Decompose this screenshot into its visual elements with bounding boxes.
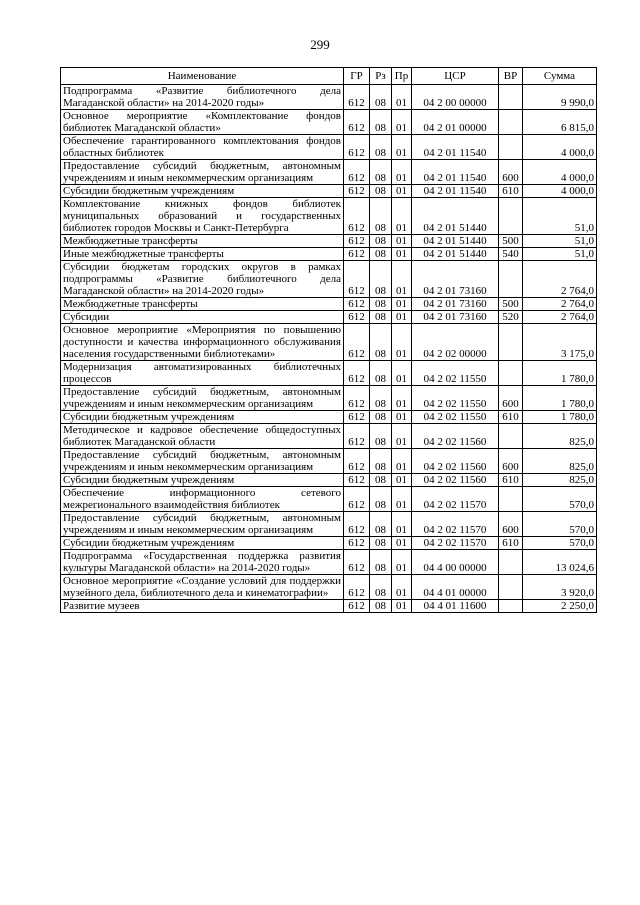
row-rz-cell: 08 [370, 550, 392, 575]
row-sum-cell: 2 764,0 [523, 311, 597, 324]
row-gr-cell: 612 [344, 512, 370, 537]
row-csr-cell: 04 2 02 11560 [412, 424, 499, 449]
row-rz-cell: 08 [370, 512, 392, 537]
row-vr-cell: 600 [499, 160, 523, 185]
row-name-cell: Субсидии бюджетным учреждениям [61, 474, 344, 487]
row-name-cell: Методическое и кадровое обеспечение общедоступных библиотек Магаданской области [61, 424, 344, 449]
table-row [61, 487, 597, 512]
row-vr-cell: 610 [499, 537, 523, 550]
row-pr-cell: 01 [392, 298, 412, 311]
row-pr-cell: 01 [392, 235, 412, 248]
row-csr-cell: 04 2 01 51440 [412, 235, 499, 248]
row-csr-cell: 04 2 02 11570 [412, 537, 499, 550]
row-csr-cell: 04 2 01 73160 [412, 261, 499, 298]
row-vr-cell [499, 198, 523, 235]
table-row [61, 110, 597, 135]
table-row [61, 261, 597, 298]
row-sum-cell: 9 990,0 [523, 85, 597, 110]
column-header-pr: Пр [392, 68, 412, 85]
row-name-cell: Предоставление субсидий бюджетным, автономным учреждениям и иным некоммерческим организациям [61, 160, 344, 185]
row-vr-cell: 540 [499, 248, 523, 261]
row-name-cell: Подпрограмма «Государственная поддержка развития культуры Магаданской области» на 2014-2020 годы» [61, 550, 344, 575]
row-pr-cell: 01 [392, 324, 412, 361]
column-header-sum: Сумма [523, 68, 597, 85]
row-name-cell: Субсидии бюджетным учреждениям [61, 411, 344, 424]
table-header-row [61, 68, 597, 85]
row-sum-cell: 6 815,0 [523, 110, 597, 135]
budget-table [60, 67, 597, 613]
row-vr-cell [499, 135, 523, 160]
row-gr-cell: 612 [344, 110, 370, 135]
row-vr-cell [499, 110, 523, 135]
row-gr-cell: 612 [344, 487, 370, 512]
page-number: 299 [310, 37, 330, 52]
row-rz-cell: 08 [370, 324, 392, 361]
row-vr-cell [499, 487, 523, 512]
row-name-cell: Предоставление субсидий бюджетным, автономным учреждениям и иным некоммерческим организациям [61, 512, 344, 537]
row-rz-cell: 08 [370, 537, 392, 550]
table-row [61, 550, 597, 575]
row-pr-cell: 01 [392, 110, 412, 135]
row-vr-cell: 520 [499, 311, 523, 324]
table-row [61, 135, 597, 160]
row-vr-cell [499, 324, 523, 361]
row-sum-cell: 825,0 [523, 424, 597, 449]
row-vr-cell: 610 [499, 474, 523, 487]
row-csr-cell: 04 2 01 11540 [412, 160, 499, 185]
table-row [61, 537, 597, 550]
row-rz-cell: 08 [370, 135, 392, 160]
table-row [61, 298, 597, 311]
row-gr-cell: 612 [344, 185, 370, 198]
row-gr-cell: 612 [344, 449, 370, 474]
row-gr-cell: 612 [344, 248, 370, 261]
row-pr-cell: 01 [392, 135, 412, 160]
row-rz-cell: 08 [370, 185, 392, 198]
table-row [61, 575, 597, 600]
table-row [61, 424, 597, 449]
row-pr-cell: 01 [392, 411, 412, 424]
row-pr-cell: 01 [392, 550, 412, 575]
row-sum-cell: 51,0 [523, 248, 597, 261]
row-csr-cell: 04 4 01 00000 [412, 575, 499, 600]
row-sum-cell: 2 764,0 [523, 298, 597, 311]
row-sum-cell: 570,0 [523, 512, 597, 537]
row-gr-cell: 612 [344, 575, 370, 600]
row-pr-cell: 01 [392, 160, 412, 185]
row-name-cell: Обеспечение информационного сетевого межрегионального взаимодействия библиотек [61, 487, 344, 512]
row-gr-cell: 612 [344, 298, 370, 311]
row-gr-cell: 612 [344, 361, 370, 386]
row-sum-cell: 825,0 [523, 449, 597, 474]
row-pr-cell: 01 [392, 261, 412, 298]
row-name-cell: Предоставление субсидий бюджетным, автономным учреждениям и иным некоммерческим организациям [61, 386, 344, 411]
row-rz-cell: 08 [370, 424, 392, 449]
row-gr-cell: 612 [344, 600, 370, 613]
row-gr-cell: 612 [344, 198, 370, 235]
row-gr-cell: 612 [344, 85, 370, 110]
row-rz-cell: 08 [370, 198, 392, 235]
table-row [61, 386, 597, 411]
table-row [61, 160, 597, 185]
row-sum-cell: 3 920,0 [523, 575, 597, 600]
row-gr-cell: 612 [344, 474, 370, 487]
row-gr-cell: 612 [344, 160, 370, 185]
row-gr-cell: 612 [344, 261, 370, 298]
row-pr-cell: 01 [392, 449, 412, 474]
row-csr-cell: 04 2 02 11550 [412, 386, 499, 411]
column-header-csr: ЦСР [412, 68, 499, 85]
row-name-cell: Субсидии бюджетным учреждениям [61, 537, 344, 550]
row-rz-cell: 08 [370, 248, 392, 261]
row-name-cell: Межбюджетные трансферты [61, 298, 344, 311]
row-pr-cell: 01 [392, 361, 412, 386]
row-rz-cell: 08 [370, 449, 392, 474]
row-pr-cell: 01 [392, 424, 412, 449]
row-csr-cell: 04 2 01 11540 [412, 135, 499, 160]
row-csr-cell: 04 2 01 00000 [412, 110, 499, 135]
row-vr-cell [499, 361, 523, 386]
row-pr-cell: 01 [392, 512, 412, 537]
row-vr-cell: 500 [499, 298, 523, 311]
row-pr-cell: 01 [392, 537, 412, 550]
table-row [61, 198, 597, 235]
row-csr-cell: 04 2 01 51440 [412, 248, 499, 261]
row-csr-cell: 04 2 02 11570 [412, 487, 499, 512]
table-row [61, 449, 597, 474]
column-header-gr: ГР [344, 68, 370, 85]
row-rz-cell: 08 [370, 575, 392, 600]
row-name-cell: Основное мероприятие «Создание условий для поддержки музейного дела, библиотечного дела и кинематографии» [61, 575, 344, 600]
row-rz-cell: 08 [370, 411, 392, 424]
row-vr-cell: 600 [499, 512, 523, 537]
row-vr-cell [499, 575, 523, 600]
row-name-cell: Предоставление субсидий бюджетным, автономным учреждениям и иным некоммерческим организациям [61, 449, 344, 474]
row-csr-cell: 04 2 01 51440 [412, 198, 499, 235]
row-pr-cell: 01 [392, 575, 412, 600]
row-sum-cell: 4 000,0 [523, 135, 597, 160]
row-sum-cell: 2 250,0 [523, 600, 597, 613]
column-header-vr: ВР [499, 68, 523, 85]
row-rz-cell: 08 [370, 474, 392, 487]
row-sum-cell: 2 764,0 [523, 261, 597, 298]
column-header-name: Наименование [61, 68, 344, 85]
table-row [61, 474, 597, 487]
row-rz-cell: 08 [370, 386, 392, 411]
row-pr-cell: 01 [392, 185, 412, 198]
row-rz-cell: 08 [370, 85, 392, 110]
row-csr-cell: 04 4 01 11600 [412, 600, 499, 613]
row-rz-cell: 08 [370, 298, 392, 311]
row-rz-cell: 08 [370, 487, 392, 512]
row-pr-cell: 01 [392, 248, 412, 261]
row-csr-cell: 04 2 02 11560 [412, 449, 499, 474]
row-gr-cell: 612 [344, 235, 370, 248]
row-vr-cell [499, 550, 523, 575]
row-csr-cell: 04 2 01 73160 [412, 311, 499, 324]
row-sum-cell: 825,0 [523, 474, 597, 487]
row-pr-cell: 01 [392, 474, 412, 487]
row-name-cell: Субсидии бюджетам городских округов в рамках подпрограммы «Развитие библиотечного дела Магаданской области» на 2014-2020 годы» [61, 261, 344, 298]
table-row [61, 311, 597, 324]
row-name-cell: Основное мероприятие «Комплектование фондов библиотек Магаданской области» [61, 110, 344, 135]
row-sum-cell: 51,0 [523, 235, 597, 248]
row-gr-cell: 612 [344, 386, 370, 411]
row-pr-cell: 01 [392, 85, 412, 110]
row-name-cell: Подпрограмма «Развитие библиотечного дела Магаданской области» на 2014-2020 годы» [61, 85, 344, 110]
row-name-cell: Субсидии [61, 311, 344, 324]
column-header-rz: Рз [370, 68, 392, 85]
row-name-cell: Иные межбюджетные трансферты [61, 248, 344, 261]
row-rz-cell: 08 [370, 110, 392, 135]
row-sum-cell: 4 000,0 [523, 185, 597, 198]
row-vr-cell: 610 [499, 411, 523, 424]
row-pr-cell: 01 [392, 198, 412, 235]
row-gr-cell: 612 [344, 424, 370, 449]
row-gr-cell: 612 [344, 324, 370, 361]
row-csr-cell: 04 2 02 00000 [412, 324, 499, 361]
row-vr-cell: 500 [499, 235, 523, 248]
row-vr-cell [499, 600, 523, 613]
row-csr-cell: 04 2 01 73160 [412, 298, 499, 311]
row-sum-cell: 570,0 [523, 487, 597, 512]
row-csr-cell: 04 2 00 00000 [412, 85, 499, 110]
row-csr-cell: 04 2 01 11540 [412, 185, 499, 198]
row-name-cell: Развитие музеев [61, 600, 344, 613]
table-row [61, 85, 597, 110]
row-pr-cell: 01 [392, 600, 412, 613]
row-vr-cell: 600 [499, 449, 523, 474]
row-rz-cell: 08 [370, 261, 392, 298]
row-vr-cell: 600 [499, 386, 523, 411]
row-name-cell: Межбюджетные трансферты [61, 235, 344, 248]
row-sum-cell: 1 780,0 [523, 411, 597, 424]
row-vr-cell [499, 261, 523, 298]
row-rz-cell: 08 [370, 361, 392, 386]
row-vr-cell [499, 424, 523, 449]
row-csr-cell: 04 2 02 11570 [412, 512, 499, 537]
table-row [61, 185, 597, 198]
row-csr-cell: 04 2 02 11550 [412, 361, 499, 386]
table-row [61, 411, 597, 424]
row-csr-cell: 04 2 02 11560 [412, 474, 499, 487]
row-sum-cell: 1 780,0 [523, 386, 597, 411]
row-pr-cell: 01 [392, 311, 412, 324]
row-gr-cell: 612 [344, 411, 370, 424]
row-sum-cell: 1 780,0 [523, 361, 597, 386]
row-pr-cell: 01 [392, 487, 412, 512]
table-row [61, 361, 597, 386]
row-csr-cell: 04 4 00 00000 [412, 550, 499, 575]
row-rz-cell: 08 [370, 160, 392, 185]
row-vr-cell: 610 [499, 185, 523, 198]
row-name-cell: Субсидии бюджетным учреждениям [61, 185, 344, 198]
row-sum-cell: 3 175,0 [523, 324, 597, 361]
table-row [61, 324, 597, 361]
row-sum-cell: 51,0 [523, 198, 597, 235]
row-name-cell: Основное мероприятие «Мероприятия по повышению доступности и качества информационного обслуживания населения государственными библиотеками» [61, 324, 344, 361]
table-row [61, 512, 597, 537]
row-rz-cell: 08 [370, 235, 392, 248]
row-csr-cell: 04 2 02 11550 [412, 411, 499, 424]
row-gr-cell: 612 [344, 311, 370, 324]
row-sum-cell: 570,0 [523, 537, 597, 550]
table-row [61, 600, 597, 613]
row-rz-cell: 08 [370, 600, 392, 613]
row-gr-cell: 612 [344, 550, 370, 575]
table-row [61, 248, 597, 261]
row-name-cell: Комплектование книжных фондов библиотек муниципальных образований и государственных библиотек городов Москвы и Санкт-Петербурга [61, 198, 344, 235]
row-gr-cell: 612 [344, 537, 370, 550]
row-sum-cell: 13 024,6 [523, 550, 597, 575]
row-vr-cell [499, 85, 523, 110]
table-row [61, 235, 597, 248]
row-name-cell: Обеспечение гарантированного комплектования фондов областных библиотек [61, 135, 344, 160]
row-gr-cell: 612 [344, 135, 370, 160]
row-sum-cell: 4 000,0 [523, 160, 597, 185]
row-rz-cell: 08 [370, 311, 392, 324]
row-pr-cell: 01 [392, 386, 412, 411]
row-name-cell: Модернизация автоматизированных библиотечных процессов [61, 361, 344, 386]
